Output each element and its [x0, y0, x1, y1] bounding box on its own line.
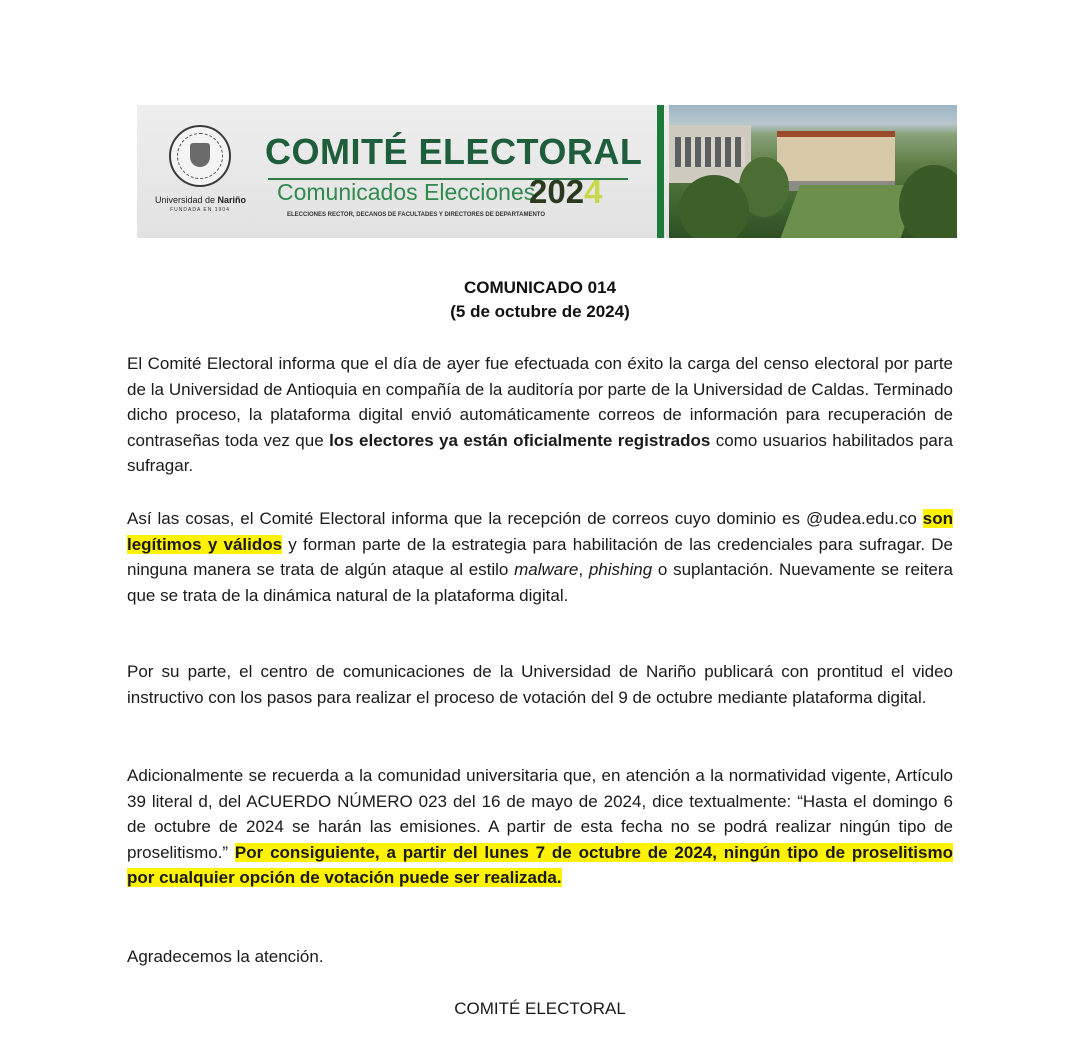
paragraph-proselytism-rule [127, 763, 953, 891]
banner-year-prefix: 202 [529, 173, 585, 210]
italic-term: malware [514, 560, 579, 579]
paragraph-instructional-video: Por su parte, el centro de comunicaciones de la Universidad de Nariño publicará con prontitud el video instructivo con los pasos para realizar el proceso de votación del 9 de octubre mediante plataforma digital. [127, 662, 953, 707]
campus-building-main [777, 131, 895, 181]
header-banner [137, 105, 957, 238]
communique-date: (5 de octubre de 2024) [450, 302, 630, 321]
paragraph-text: El Comité Electoral informa que el día de ayer fue efectuada con éxito la carga del censo electoral por parte de la Universidad de Antioquia en compañía de la auditoría por parte de la Universidad de Caldas. Terminado dicho proceso, la plataforma digital envió automáticamente correos de información para recuperación de contraseñas toda vez que [127, 354, 953, 450]
paragraph-text: o suplantación. Nuevamente se reitera que se trata de la dinámica natural de la plataforma digital. [127, 560, 953, 605]
signature: COMITÉ ELECTORAL [454, 999, 626, 1018]
shield-icon [190, 143, 210, 167]
paragraph-text: Adicionalmente se recuerda a la comunidad universitaria que, en atención a la normatividad vigente, Artículo 39 literal d, del ACUERDO NÚMERO 023 del 16 de mayo de 2024, dice textualmente: “Hasta el domingo 6 de octubre de 2024 se harán las emisiones. A partir de esta fecha no se podrá realizar ningún tipo de proselitismo.” [127, 766, 953, 862]
banner-subtitle: Comunicados Elecciones [277, 179, 536, 205]
banner-year [529, 173, 602, 211]
banner-green-bar [657, 105, 664, 238]
italic-term: phishing [588, 560, 653, 579]
university-logo [155, 125, 245, 213]
paragraph-text: Así las cosas, el Comité Electoral informa que la recepción de correos cuyo dominio es @udea.edu.co [127, 509, 923, 528]
university-seal-icon [169, 125, 231, 187]
campus-photo [669, 105, 957, 238]
banner-year-suffix: 4 [584, 173, 603, 210]
paragraph-legitimate-emails [127, 506, 953, 608]
bold-phrase: los electores ya están oficialmente registrados [329, 430, 711, 450]
paragraph-text: y forman parte de la estrategia para habilitación de las credenciales para sufragar. De ninguna manera se trata de algún ataque al estilo [127, 534, 953, 579]
university-founded: FUNDADA EN 1904 [170, 207, 230, 213]
campus-tree [899, 165, 957, 238]
university-name-plain: Universidad de [155, 195, 218, 205]
highlighted-phrase: son legítimos y válidos [127, 509, 953, 554]
university-name-bold: Nariño [217, 195, 247, 205]
paragraph-text: , [578, 560, 589, 579]
university-name [155, 195, 245, 205]
paragraph-census-upload [127, 351, 953, 479]
campus-tree [679, 175, 749, 238]
banner-title: COMITÉ ELECTORAL [265, 131, 643, 172]
highlighted-phrase: Por consiguiente, a partir del lunes 7 de octubre de 2024, ningún tipo de proselitismo por cualquier opción de votación puede ser realizada. [127, 842, 953, 887]
banner-small-text: ELECCIONES RECTOR, DECANOS DE FACULTADES Y DIRECTORES DE DEPARTAMENTO [287, 212, 546, 218]
closing-line: Agradecemos la atención. [127, 947, 324, 966]
paragraph-text: como usuarios habilitados para sufragar. [127, 430, 953, 475]
communique-title: COMUNICADO 014 [463, 278, 617, 297]
